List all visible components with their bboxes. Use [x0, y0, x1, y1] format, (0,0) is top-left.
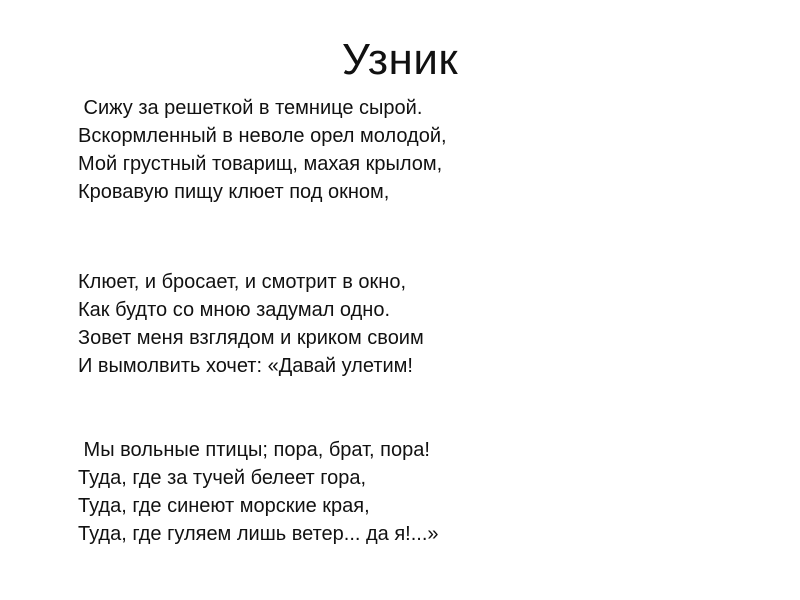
page-title — [0, 34, 800, 86]
poem-line: Мой грустный товарищ, махая крылом, — [78, 153, 443, 175]
poem-line: И вымолвить хочет: «Давай улетим! — [78, 355, 413, 377]
poem-line: Вскормленный в неволе орел молодой, — [78, 125, 447, 147]
poem-line: Как будто со мною задумал одно. — [78, 299, 391, 321]
poem-line: Туда, где за тучей белеет гора, — [78, 467, 367, 489]
title-text: Узник — [341, 35, 459, 84]
poem-line: Туда, где синеют морские края, — [78, 495, 370, 517]
poem-line: Туда, где гуляем лишь ветер... да я!...» — [78, 523, 439, 545]
poem-line: Мы вольные птицы; пора, брат, пора! — [78, 439, 430, 461]
stanza-2 — [78, 268, 424, 380]
poem-line: Зовет меня взглядом и криком своим — [78, 327, 424, 349]
stanza-1 — [78, 94, 447, 206]
poem-line: Клюет, и бросает, и смотрит в окно, — [78, 271, 407, 293]
poem-line: Кровавую пищу клюет под окном, — [78, 181, 390, 203]
poem-line: Сижу за решеткой в темнице сырой. — [78, 97, 423, 119]
stanza-3 — [78, 436, 439, 548]
